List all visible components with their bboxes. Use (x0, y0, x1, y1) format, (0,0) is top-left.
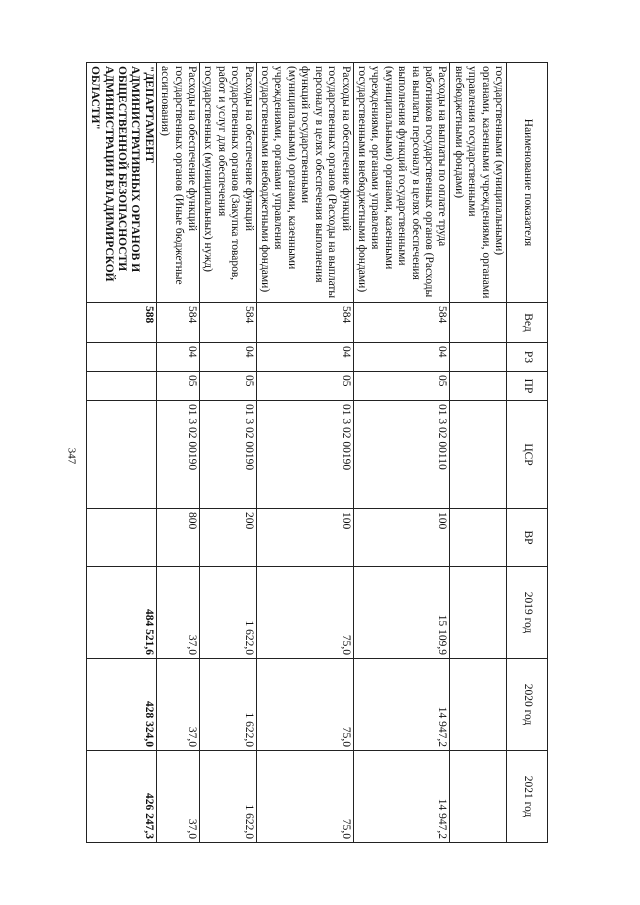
row-2020: 37,0 (156, 659, 199, 751)
row-2021: 426 247,3 (86, 751, 156, 843)
row-ved: 584 (256, 303, 353, 343)
row-ved: 584 (156, 303, 199, 343)
header-ved: Вед (507, 303, 548, 343)
row-csr (450, 401, 507, 509)
table-row (353, 63, 450, 843)
table-row (156, 63, 199, 843)
row-pr (86, 372, 156, 401)
row-vr: 100 (256, 509, 353, 567)
row-vr: 200 (200, 509, 257, 567)
row-ved (450, 303, 507, 343)
row-2021 (450, 751, 507, 843)
row-2019: 1 622,0 (200, 567, 257, 659)
table-row (256, 63, 353, 843)
row-rz (86, 343, 156, 372)
row-pr: 05 (156, 372, 199, 401)
row-2019: 37,0 (156, 567, 199, 659)
row-rz: 04 (256, 343, 353, 372)
row-csr: 01 3 02 00190 (200, 401, 257, 509)
row-vr: 100 (353, 509, 450, 567)
header-pr: ПР (507, 372, 548, 401)
row-2021: 1 622,0 (200, 751, 257, 843)
row-name: "ДЕПАРТАМЕНТ АДМИНИСТРАТИВНЫХ ОРГАНОВ И ОБЩЕСТВЕННОЙ БЕЗОПАСНОСТИ АДМИНИСТРАЦИИ ВЛАДИМИРСКОЙ ОБЛАСТИ" (86, 63, 156, 303)
table-row (200, 63, 257, 843)
row-name: Расходы на обеспечение функций государственных органов (Закупка товаров, работ и услуг для обеспечения государственных (муниципальных) нужд) (200, 63, 257, 303)
header-2020: 2020 год (507, 659, 548, 751)
row-pr: 05 (256, 372, 353, 401)
table-row (450, 63, 507, 843)
row-rz (450, 343, 507, 372)
row-rz: 04 (353, 343, 450, 372)
row-2020: 75,0 (256, 659, 353, 751)
row-csr: 01 3 02 00190 (256, 401, 353, 509)
table-row-department-total (86, 63, 156, 843)
row-csr: 01 3 02 00110 (353, 401, 450, 509)
header-2019: 2019 год (507, 567, 548, 659)
row-name: Расходы на обеспечение функций государственных органов (Расходы на выплаты персоналу в целях обеспечения выполнения функций государственными (муниципальными) органами, казенными учреждениями, органами управления государственными внебюджетными фондами) (256, 63, 353, 303)
row-rz: 04 (200, 343, 257, 372)
header-csr: ЦСР (507, 401, 548, 509)
row-ved: 584 (353, 303, 450, 343)
row-2020: 14 947,2 (353, 659, 450, 751)
row-2021: 14 947,2 (353, 751, 450, 843)
header-vr: ВР (507, 509, 548, 567)
header-rz: РЗ (507, 343, 548, 372)
row-ved: 588 (86, 303, 156, 343)
row-name: государственными (муниципальными) органами, казенными учреждениями, органами управления государственными внебюджетными фондами) (450, 63, 507, 303)
row-2021: 75,0 (256, 751, 353, 843)
row-2020: 1 622,0 (200, 659, 257, 751)
row-vr (450, 509, 507, 567)
header-2021: 2021 год (507, 751, 548, 843)
row-pr: 05 (200, 372, 257, 401)
header-name: Наименование показателя (507, 63, 548, 303)
row-name: Расходы на выплаты по оплате труда работников государственных органов (Расходы на выплаты персоналу в целях обеспечения выполнения функций государственными (муниципальными) органами, казенными учреждениями, органами управления государственными внебюджетными фондами) (353, 63, 450, 303)
row-vr: 800 (156, 509, 199, 567)
row-2019: 484 521,6 (86, 567, 156, 659)
page-number: 347 (65, 447, 78, 465)
row-2021: 37,0 (156, 751, 199, 843)
table-header-row (507, 63, 548, 843)
row-vr (86, 509, 156, 567)
budget-table (86, 62, 548, 843)
row-ved: 584 (200, 303, 257, 343)
row-pr: 05 (353, 372, 450, 401)
row-2020 (450, 659, 507, 751)
row-rz: 04 (156, 343, 199, 372)
row-csr (86, 401, 156, 509)
row-2020: 428 324,0 (86, 659, 156, 751)
row-pr (450, 372, 507, 401)
row-name: Расходы на обеспечение функций государственных органов (Иные бюджетные ассигнования) (156, 63, 199, 303)
row-2019 (450, 567, 507, 659)
row-2019: 15 109,9 (353, 567, 450, 659)
row-2019: 75,0 (256, 567, 353, 659)
row-csr: 01 3 02 00190 (156, 401, 199, 509)
